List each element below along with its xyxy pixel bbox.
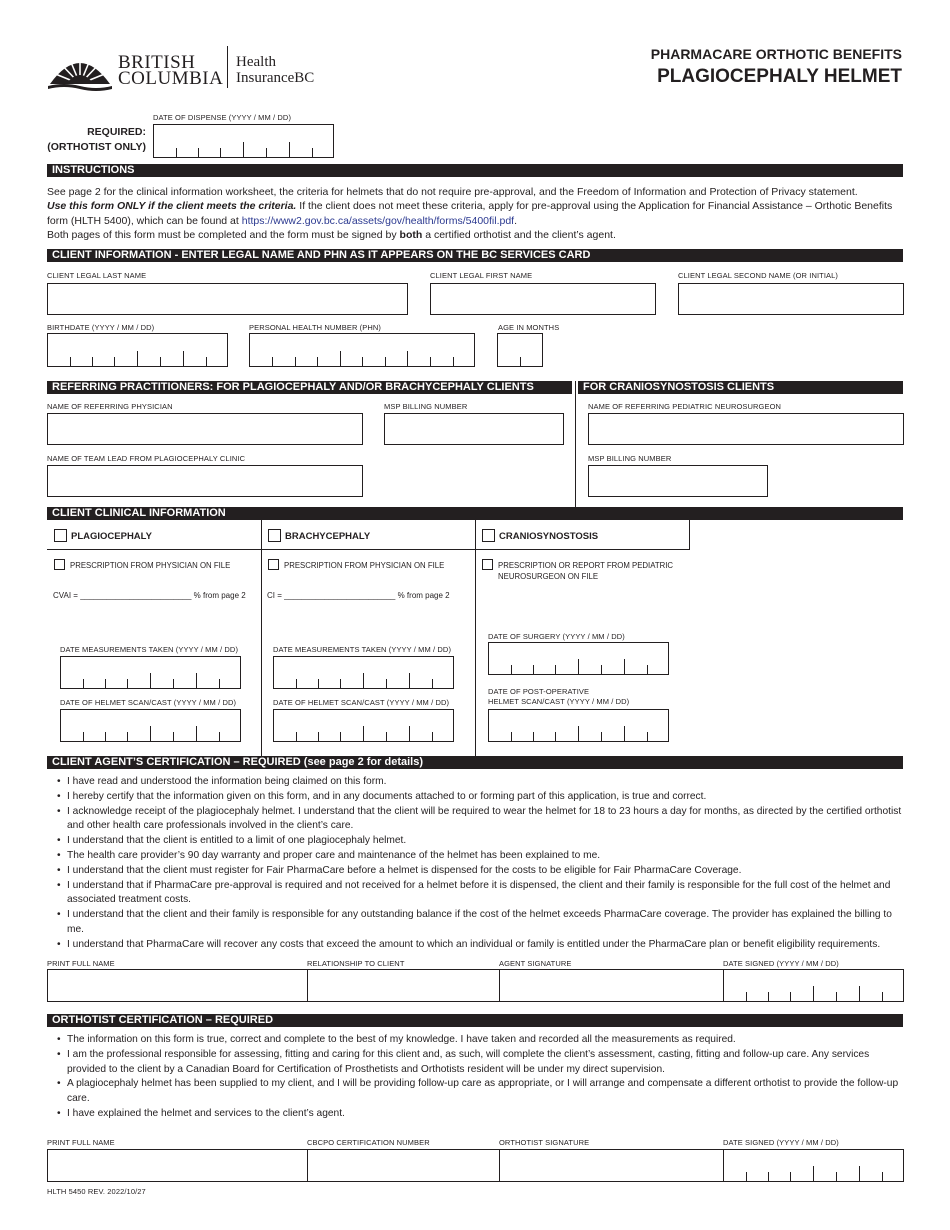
- instructions-p3-bold: both: [399, 229, 423, 242]
- last-name-label: CLIENT LEGAL LAST NAME: [47, 271, 147, 280]
- plagiocephaly-checkbox[interactable]: [54, 529, 67, 542]
- first-name-field[interactable]: [430, 283, 656, 315]
- date-of-dispense-label: DATE OF DISPENSE (YYYY / MM / DD): [153, 113, 292, 122]
- brachycephaly-checkbox[interactable]: [268, 529, 281, 542]
- instructions-p2: [47, 199, 903, 228]
- agent-print-name-field[interactable]: [48, 970, 307, 1001]
- orthotist-cert-bar: ORTHOTIST CERTIFICATION – REQUIRED: [47, 1014, 903, 1027]
- cvai-suffix: % from page 2: [193, 591, 246, 600]
- brachy-date-measure-field[interactable]: [273, 656, 454, 689]
- plagio-date-scan-label: DATE OF HELMET SCAN/CAST (YYYY / MM / DD): [60, 698, 237, 707]
- form-number-footer: HLTH 5450 REV. 2022/10/27: [47, 1187, 146, 1196]
- instructions-p3-start: Both pages of this form must be completed and the form must be signed by: [47, 229, 400, 242]
- brachy-date-scan-label: DATE OF HELMET SCAN/CAST (YYYY / MM / DD): [273, 698, 450, 707]
- list-item: • I understand that if PharmaCare pre-approval is required and not received for a helmet before it is dispensed, the client and their family is responsible for the full cost of the helmet and associated treatment costs.: [47, 879, 903, 909]
- list-item: • I acknowledge receipt of the plagiocephaly helmet. I understand that the client will be required to wear the helmet for 18 to 23 hours a day for months, as directed by the certified orthotist and other health care professionals involved in the client’s care.: [47, 805, 903, 835]
- neurosurgeon-label: NAME OF REFERRING PEDIATRIC NEUROSURGEON: [588, 402, 782, 411]
- form-title: PLAGIOCEPHALY HELMET: [657, 66, 902, 87]
- physician-field[interactable]: [47, 413, 363, 445]
- list-item: • I hereby certify that the information given on this form, and in any documents attached to or forming part of this application, is true and correct.: [47, 790, 903, 805]
- instructions-p3: [47, 228, 903, 242]
- msp-billing-label: MSP BILLING NUMBER: [384, 402, 468, 411]
- craniosynostosis-checkbox[interactable]: [482, 529, 495, 542]
- date-of-dispense-field[interactable]: [153, 124, 334, 158]
- orthotist-date-signed-field[interactable]: [724, 1150, 904, 1181]
- list-item: • A plagiocephaly helmet has been supplied to my client, and I will be providing follow-up care as appropriate, or I will arrange and compensate a different orthotist to provide the follow-up care.: [47, 1077, 903, 1107]
- list-item: • I understand that the client must register for Fair PharmaCare before a helmet is dispensed for the costs to be eligible for Fair PharmaCare Coverage.: [47, 864, 903, 879]
- instructions-text: [47, 185, 903, 243]
- agent-signature-field[interactable]: [500, 970, 723, 1001]
- plagio-date-measure-field[interactable]: [60, 656, 241, 689]
- team-lead-field[interactable]: [47, 465, 363, 497]
- form-subtitle: PHARMACARE ORTHOTIC BENEFITS: [650, 46, 902, 62]
- list-item: • I have explained the helmet and services to the client’s agent.: [47, 1107, 903, 1122]
- clinical-divider-3: [689, 520, 690, 550]
- clinical-header-rule: [47, 549, 690, 550]
- cranio-date-scan-label: [488, 687, 629, 707]
- brachy-rx-label: PRESCRIPTION FROM PHYSICIAN ON FILE: [284, 561, 445, 570]
- plagiocephaly-heading: PLAGIOCEPHALY: [71, 531, 152, 542]
- orthotist-signature-field[interactable]: [500, 1150, 723, 1181]
- clinical-divider-2: [475, 520, 476, 756]
- agent-signature-row: [47, 969, 904, 1002]
- bc-sun-logo-icon: [46, 44, 114, 92]
- birthdate-field[interactable]: [47, 333, 228, 367]
- cranio-rx-label-line1: PRESCRIPTION OR REPORT FROM PEDIATRIC: [498, 561, 674, 570]
- neurosurgeon-field[interactable]: [588, 413, 904, 445]
- plagio-date-scan-field[interactable]: [60, 709, 241, 742]
- orthotist-signature-label: ORTHOTIST SIGNATURE: [499, 1138, 590, 1147]
- logo-text-british: BRITISH: [118, 52, 196, 73]
- bc-logo: [46, 44, 326, 94]
- first-name-label: CLIENT LEGAL FIRST NAME: [430, 271, 533, 280]
- orthotist-print-name-field[interactable]: [48, 1150, 307, 1181]
- clinical-bar: CLIENT CLINICAL INFORMATION: [47, 507, 903, 520]
- agent-relationship-field[interactable]: [308, 970, 499, 1001]
- agent-date-signed-field[interactable]: [724, 970, 904, 1001]
- brachy-date-scan-field[interactable]: [273, 709, 454, 742]
- brachy-date-measure-label: DATE MEASUREMENTS TAKEN (YYYY / MM / DD): [273, 645, 452, 654]
- orthotist-signature-row: [47, 1149, 904, 1182]
- agent-relationship-label: RELATIONSHIP TO CLIENT: [307, 959, 405, 968]
- craniosynostosis-referral-bar: FOR CRANIOSYNOSTOSIS CLIENTS: [578, 381, 903, 394]
- cranio-date-scan-label-line2: HELMET SCAN/CAST (YYYY / MM / DD): [488, 697, 630, 706]
- brachycephaly-heading: BRACHYCEPHALY: [285, 531, 371, 542]
- list-item: • The health care provider’s 90 day warranty and proper care and maintenance of the helmet has been explained to me.: [47, 849, 903, 864]
- logo-divider: [227, 46, 228, 88]
- cranio-date-scan-field[interactable]: [488, 709, 669, 742]
- team-lead-label: NAME OF TEAM LEAD FROM PLAGIOCEPHALY CLINIC: [47, 454, 246, 463]
- agent-cert-list: [47, 775, 903, 953]
- referring-divider: [575, 381, 576, 507]
- cranio-rx-label-line2: NEUROSURGEON ON FILE: [498, 572, 599, 581]
- msp-billing-2-label: MSP BILLING NUMBER: [588, 454, 672, 463]
- instructions-bar: INSTRUCTIONS: [47, 164, 903, 177]
- list-item: • The information on this form is true, correct and complete to the best of my knowledge. I have taken and recorded all the measurements as required.: [47, 1033, 903, 1048]
- agent-date-signed-label: DATE SIGNED (YYYY / MM / DD): [723, 959, 839, 968]
- age-field[interactable]: [497, 333, 543, 367]
- orthotist-print-name-label: PRINT FULL NAME: [47, 1138, 115, 1147]
- cranio-date-scan-label-line1: DATE OF POST-OPERATIVE: [488, 687, 590, 696]
- agent-cert-bar: CLIENT AGENT’S CERTIFICATION – REQUIRED (see page 2 for details): [47, 756, 903, 769]
- logo-text-health: Health: [236, 54, 276, 70]
- ci-suffix: % from page 2: [397, 591, 450, 600]
- phn-field[interactable]: [249, 333, 475, 367]
- list-item: • I am the professional responsible for assessing, fitting and caring for this client and, as such, will complete the client’s assessment, casting, fitting and follow-up care. Any services provided to the client by a Canadian Board for Certification of Prosthetists and Orthotists resident will be under my direct supervision.: [47, 1048, 903, 1078]
- instructions-p3-end: a certified orthotist and the client’s agent.: [422, 229, 616, 242]
- last-name-field[interactable]: [47, 283, 408, 315]
- required-label: [44, 125, 146, 155]
- cvai-line: [53, 591, 246, 600]
- cvai-input[interactable]: _________________________: [80, 591, 192, 600]
- ci-input[interactable]: _________________________: [284, 591, 396, 600]
- referring-bar: REFERRING PRACTITIONERS: FOR PLAGIOCEPHALY AND/OR BRACHYCEPHALY CLIENTS: [47, 381, 572, 394]
- age-label: AGE IN MONTHS: [498, 323, 560, 332]
- required-label-line2: (ORTHOTIST ONLY): [47, 141, 146, 153]
- second-name-label: CLIENT LEGAL SECOND NAME (OR INITIAL): [678, 271, 838, 280]
- plagio-date-measure-label: DATE MEASUREMENTS TAKEN (YYYY / MM / DD): [60, 645, 239, 654]
- list-item: • I have read and understood the information being claimed on this form.: [47, 775, 903, 790]
- orthotic-form-link[interactable]: https://www2.gov.bc.ca/assets/gov/health/forms/5400fil.pdf: [241, 214, 515, 227]
- required-label-line1: REQUIRED:: [87, 126, 146, 138]
- plagio-rx-label: PRESCRIPTION FROM PHYSICIAN ON FILE: [70, 561, 231, 570]
- brachy-rx-checkbox[interactable]: [268, 559, 279, 570]
- list-item: • I understand that the client is entitled to a limit of one plagiocephaly helmet.: [47, 834, 903, 849]
- instructions-p1: See page 2 for the clinical information worksheet, the criteria for helmets that do not require pre-approval, and the Freedom of Information and Protection of Privacy statement.: [47, 186, 858, 198]
- phn-label: PERSONAL HEALTH NUMBER (PHN): [249, 323, 381, 332]
- craniosynostosis-heading: CRANIOSYNOSTOSIS: [499, 531, 599, 542]
- cbcpo-label: CBCPO CERTIFICATION NUMBER: [307, 1138, 430, 1147]
- birthdate-label: BIRTHDATE (YYYY / MM / DD): [47, 323, 155, 332]
- cranio-rx-checkbox[interactable]: [482, 559, 493, 570]
- agent-print-name-label: PRINT FULL NAME: [47, 959, 115, 968]
- instructions-p2-end: .: [514, 214, 518, 227]
- orthotist-cert-list: [47, 1033, 903, 1122]
- logo-text-columbia: COLUMBIA: [118, 68, 224, 89]
- client-info-bar: CLIENT INFORMATION - ENTER LEGAL NAME AND PHN AS IT APPEARS ON THE BC SERVICES CARD: [47, 249, 903, 262]
- msp-billing-field[interactable]: [384, 413, 564, 445]
- list-item: • I understand that PharmaCare will recover any costs that exceed the amount to which an individual or family is entitled under the PharmaCare plan or benefit eligibility requirements.: [47, 938, 903, 953]
- cvai-prefix: CVAI =: [53, 591, 81, 600]
- msp-billing-2-field[interactable]: [588, 465, 768, 497]
- cbcpo-field[interactable]: [308, 1150, 499, 1181]
- ci-line: [267, 591, 450, 600]
- second-name-field[interactable]: [678, 283, 904, 315]
- logo-text-insurancebc: InsuranceBC: [236, 70, 315, 86]
- plagio-rx-checkbox[interactable]: [54, 559, 65, 570]
- cranio-rx-label: [498, 560, 673, 582]
- orthotist-date-signed-label: DATE SIGNED (YYYY / MM / DD): [723, 1138, 839, 1147]
- clinical-divider-1: [261, 520, 262, 756]
- cranio-date-surgery-field[interactable]: [488, 642, 669, 675]
- agent-signature-label: AGENT SIGNATURE: [499, 959, 572, 968]
- list-item: • I understand that the client and their family is responsible for any outstanding balance if the cost of the helmet exceeds PharmaCare coverage. The provider has explained the billing to me.: [47, 908, 903, 938]
- physician-label: NAME OF REFERRING PHYSICIAN: [47, 402, 173, 411]
- instructions-p2-bold: Use this form ONLY if the client meets the criteria.: [47, 200, 297, 213]
- ci-prefix: CI =: [267, 591, 285, 600]
- instructions-p2-rest: If the client does not meet these criteria, apply for pre-approval using the Application for Financial Assistance – Orthotic Benefits form (HLTH 5400), which can be found at: [47, 200, 893, 227]
- cranio-date-surgery-label: DATE OF SURGERY (YYYY / MM / DD): [488, 632, 625, 641]
